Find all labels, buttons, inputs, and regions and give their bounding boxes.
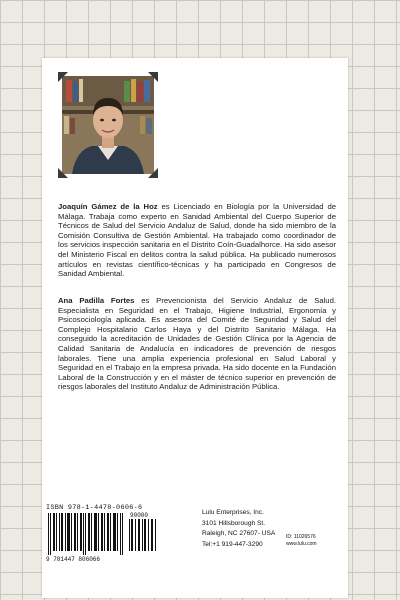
author-name-ana: Ana Padilla Fortes [58, 296, 135, 305]
price-addon-number: 90000 [130, 512, 149, 519]
photo-corner-bottom-right [148, 168, 158, 178]
ean-number: 9 781447 806066 [46, 556, 101, 563]
publisher-line: Raleigh, NC 27607- USA [202, 530, 276, 537]
photo-corner-top-left [58, 72, 68, 82]
author-photo-frame [58, 72, 158, 178]
publisher-line: 3101 Hillsborough St. [202, 519, 266, 527]
publisher-line: Tel:+1 919-447-3290 [202, 540, 263, 548]
author-bio-text-joaquin: es Licenciado en Biología por la Universidad de Málaga. Trabaja como experto en Sanidad Ambiental del Cuerpo Superior de Técnicos de Salud del Servicio Andaluz de Salud, donde ha sido miembro de la Comisión Consultiva de Gestión Ambiental. Ha trabajado como coordinador de los servicios inspección sanitaria en el Distrito Coín-Guadalhorce. Ha sido asesor del Ministerio Fiscal en delitos contra la salud pública. Ha publicado numerosos artículos en revistas científico-técnicas y ha participado en Congresos de Sanidad Ambiental. [58, 202, 336, 279]
isbn-barcode [46, 504, 158, 562]
author-bio-ana [58, 296, 336, 392]
book-id: ID: 11026576 [286, 534, 316, 540]
publisher-line: Lulu Enterprises, Inc. [202, 509, 264, 516]
author-bio-joaquin [58, 202, 336, 279]
author-bio-text-ana: es Prevencionista del Servicio Andaluz de Salud. Especialista en Seguridad en el Trabajo, Higiene Industrial, Ergonomía y Psicosociología aplicada. Es asesora del Comité de Seguridad y Salud del Complejo Hospitalario Carlos Haya y del Distrito Sanitario Málaga. Ha conseguido la acreditación de Unidades de Gestión Clínica por la Agencia de Calidad Sanitaria de Andalucía en indicadores de prevención de riesgos laborales. Tiene una amplia experiencia profesional en Salud Laboral y Seguridad en el Trabajo en la empresa privada. Ha sido docente en la Fundación Laboral de la Construcción y en el máster de técnico superior en prevención de riesgos laborales del Instituto Andaluz de Administración Pública. [58, 296, 336, 392]
author-photo [62, 76, 154, 174]
isbn-number: ISBN 978-1-4478-0606-6 [46, 504, 143, 512]
author-photo-image [62, 76, 154, 174]
website-link: www.lulu.com [286, 541, 317, 547]
author-name-joaquin: Joaquín Gámez de la Hoz [58, 202, 158, 211]
ean-barcode-bars [46, 513, 126, 555]
back-cover-panel [42, 58, 348, 598]
photo-corner-top-right [148, 72, 158, 82]
book-ids [286, 534, 346, 548]
photo-corner-bottom-left [58, 168, 68, 178]
